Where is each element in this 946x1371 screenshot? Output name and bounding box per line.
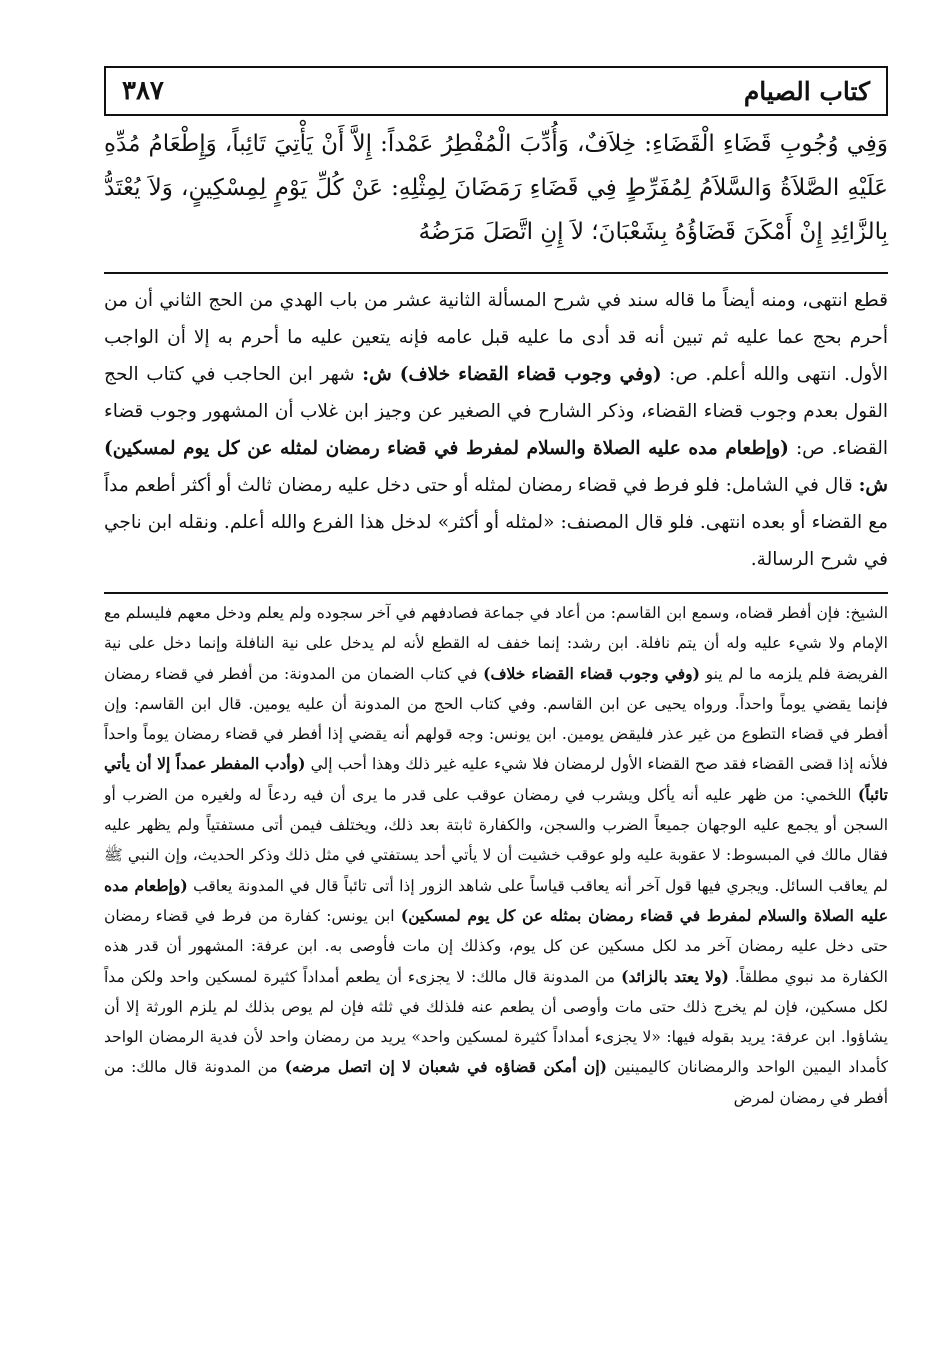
footnote-quote: (إن أمكن قضاؤه في شعبان لا إن اتصل مرضه) [284,1057,607,1077]
commentary-quote: (وإطعام مده عليه الصلاة والسلام لمفرط في قضاء رمضان لمثله عن كل يوم لمسكين) ش: [104,438,889,496]
footnote-section [104,598,888,1113]
footnote-text: ابن يونس: كفارة من فرط في قضاء رمضان حتى دخل عليه رمضان آخر مد لكل مسكين عن كل يوم، وكذلك إن مات فأوصى به. ابن عرفة: المشهور أن قدر هذه الكفارة مد نبوي مطلقاً. [104,906,889,986]
main-matn-text [104,122,888,254]
footnote-quote: (وفي وجوب قضاء القضاء خلاف) [483,663,700,683]
separator-line [104,272,888,274]
footnote-quote: (وإطعام مده عليه الصلاة والسلام لمفرط في قضاء رمضان بمثله عن كل يوم لمسكين) [104,875,888,925]
footnote-text: من المدونة قال مالك: من أفطر في رمضان لمرض [104,1058,888,1107]
footnote-text: اللخمي: من ظهر عليه أنه يأكل ويشرب في رمضان عوقب على قدر ما يرى أن فيه ردعاً له ولغيره من الضرب أو السجن أو يجمع عليه الوجهان جميعاً الضرب والسجن، والكفارة ثابتة بعد ذلك، ويختلف فيمن أتى مستفتياً ولم يظهر عليه فقال مالك في المبسوط: لا عقوبة عليه ولو عوقب خشيت أن لا يأتي أحد يستفتي في مثل ذلك وذكر الحديث، وإن النبي ﷺ لم يعاقب السائل. ويجري فيها قول آخر أنه يعاقب قياساً على شاهد الزور إذا أتى تائباً قال في المدونة يعاقب [104,785,888,895]
chapter-title: كتاب الصيام [743,76,870,106]
commentary-section [104,282,888,578]
separator-line [104,592,888,594]
footnote-paragraph [104,598,888,1113]
commentary-text: قال في الشامل: فلو فرط في قضاء رمضان لمثله أو حتى دخل عليه رمضان ثالث أو أكثر أطعم مداً مع القضاء أو بعده انتهى. فلو قال المصنف: «لمثله أو أكثر» لدخل هذا الفرع والله أعلم. ونقله ابن ناجي في شرح الرسالة. [104,475,888,570]
footnote-text: في كتاب الضمان من المدونة: من أفطر في قضاء رمضان فإنما يقضي يوماً واحداً. ورواه يحيى عن ابن القاسم. وفي كتاب الحج من المدونة أن عليه يومين. قال ابن القاسم: وإن أفطر في قضاء التطوع من غير عذر فليقض يومين. ابن يونس: وجه قولهم أنه يقضي إذا أفطر في قضاء رمضان يوماً واحداً فلأنه إذا قضى القضاء فقد صح القضاء الأول لرمضان فلا شيء عليه غير ذلك وهذا أحب إلي [104,664,888,774]
commentary-quote: (وفي وجوب قضاء القضاء خلاف) ش: [362,364,662,385]
page-number: ٣٨٧ [122,76,164,106]
commentary-text: قطع انتهى، ومنه أيضاً ما قاله سند في شرح المسألة الثانية عشر من باب الهدي من الحج الثاني أن من أحرم بحج عما عليه ثم تبين أنه قد أدى ما عليه قبل عامه فإنه يتعين عليه ما أحرم به إلا أن الواجب الأول. انتهى والله أعلم. ص: [104,290,888,385]
matn-paragraph: وَفِي وُجُوبِ قَضَاءِ الْقَضَاءِ: خِلاَفٌ، وَأُدِّبَ الْمُفْطِرُ عَمْداً: إِلاَّ أَنْ يَأْتِيَ تَائِباً، وَإِطْعَامُ مُدِّهِ عَلَيْهِ الصَّلاَةُ وَالسَّلاَمُ لِمُفَرِّطٍ فِي قَضَاءِ رَمَضَانَ لِمِثْلِهِ: عَنْ كُلِّ يَوْمٍ لِمِسْكِينٍ، وَلاَ يُعْتَدُّ بِالزَّائِدِ إِنْ أَمْكَنَ قَضَاؤُهُ بِشَعْبَانَ؛ لاَ إِنِ اتَّصَلَ مَرَضُهُ [104,131,888,245]
footnote-quote: (ولا يعتد بالزائد) [621,966,729,986]
commentary-paragraph [104,282,888,578]
footnote-text: من المدونة قال مالك: لا يجزىء أن يطعم أمداداً كثيرة لمسكين واحد ولكن مداً لكل مسكين، فإن لم يخرج ذلك حتى مات وأوصى أن يطعم عنه فلذلك في ثلثه فإن لم يوص بذلك لم يلزم الورثة إلا أن يشاؤوا. ابن عرفة: يريد بقوله فيها: «لا يجزىء أمداداً كثيرة لمسكين واحد» يريد من رمضان واحد لأن فدية الرمضان الواحد كأمداد اليمين الواحد والرمضانان كاليمينين [104,967,889,1077]
page-header [104,66,888,116]
commentary-text: شهر ابن الحاجب في كتاب الحج القول بعدم وجوب قضاء القضاء، وذكر الشارح في الصغير عن وجيز ابن غلاب أن المشهور وجوب قضاء القضاء. ص: [104,364,888,459]
footnote-quote: (وأدب المفطر عمداً إلا أن يأتي تائباً) [104,754,888,804]
footnote-text: الشيخ: فإن أفطر قضاه، وسمع ابن القاسم: من أعاد في جماعة فصادفهم في آخر سجوده ولم يعلم ودخل معهم فليسلم مع الإمام ولا شيء عليه وله أن يتم نافلة. ابن رشد: إنما خفف له القطع لأنه لم يدخل على نية النافلة وإنما دخل على نية الفريضة فلم يلزمه ما لم ينو [104,604,888,683]
